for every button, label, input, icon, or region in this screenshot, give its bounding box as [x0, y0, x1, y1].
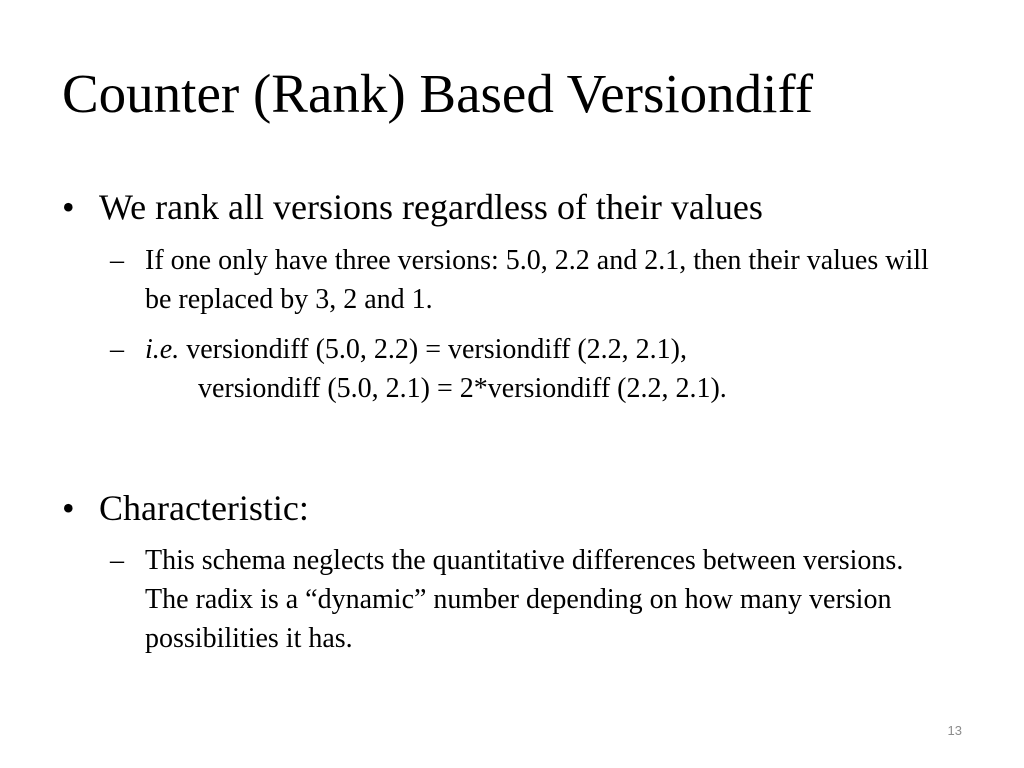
- bullet-marker: •: [62, 488, 75, 528]
- equation-line-1: versiondiff (5.0, 2.2) = versiondiff (2.2, 2.1),: [179, 334, 688, 365]
- bullet-rank-versions: [62, 186, 962, 228]
- sub-bullet-text: If one only have three versions: 5.0, 2.2 and 2.1, then their values will be replaced by 3, 2 and 1.: [145, 245, 929, 315]
- equation-line-2: versiondiff (5.0, 2.1) = 2*versiondiff (2.2, 2.1).: [198, 373, 727, 404]
- bullet-text: We rank all versions regardless of their values: [99, 187, 763, 227]
- sub-bullet-marker: –: [110, 334, 124, 365]
- bullet-text: Characteristic:: [99, 488, 309, 528]
- sub-bullet-text: [145, 330, 940, 369]
- sub-bullet-versiondiff-equations: [110, 330, 940, 408]
- sub-bullet-marker: –: [110, 245, 124, 276]
- sub-bullet-text: This schema neglects the quantitative differences between versions. The radix is a “dynamic” number depending on how many version possibilities it has.: [145, 545, 904, 654]
- bullet-characteristic: [62, 487, 962, 529]
- sub-bullet-three-versions-example: [110, 241, 940, 319]
- slide-title: Counter (Rank) Based Versiondiff: [62, 63, 814, 124]
- page-number: 13: [947, 723, 962, 738]
- sub-bullet-schema-description: [110, 541, 940, 658]
- sub-bullet-marker: –: [110, 545, 124, 576]
- ie-abbreviation: i.e.: [145, 334, 180, 365]
- bullet-marker: •: [62, 187, 75, 227]
